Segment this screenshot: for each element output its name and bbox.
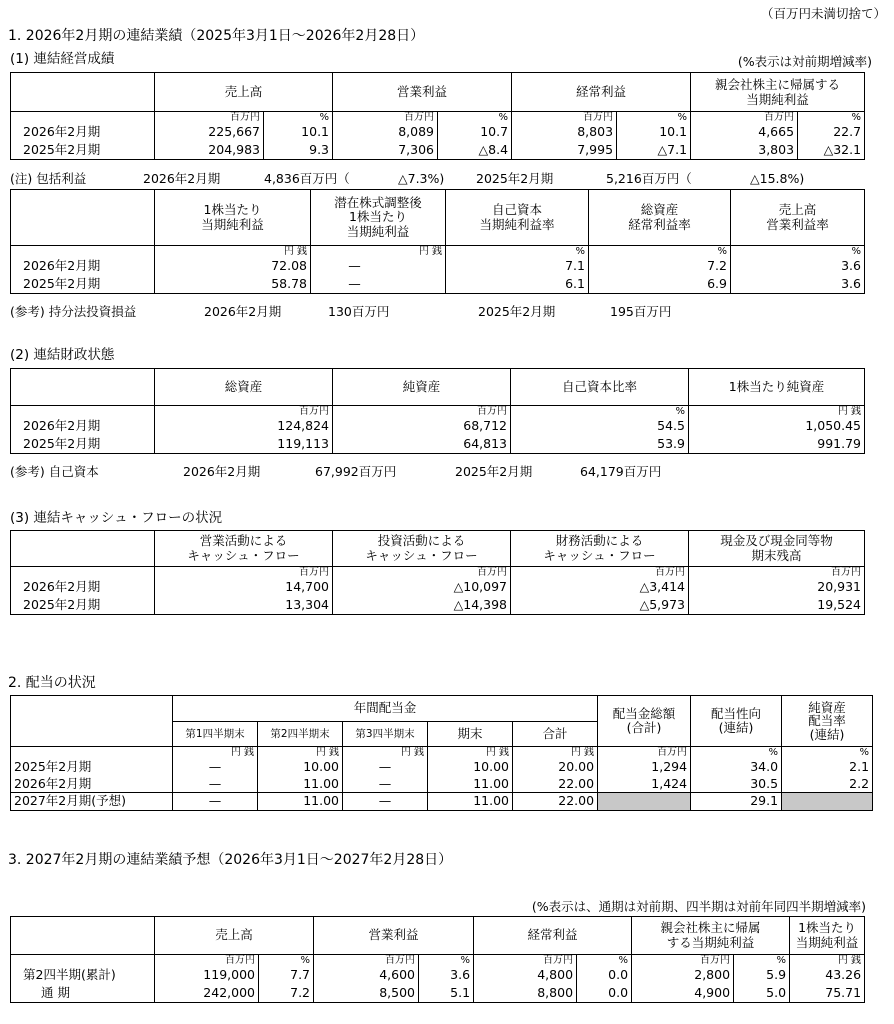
header-eps: 1株当たり 当期純利益 (155, 190, 311, 246)
header-operating-margin: 売上高 営業利益率 (731, 190, 865, 246)
header-net-income: 親会社株主に帰属する 当期純利益 (691, 73, 865, 112)
shaded-cell (782, 793, 873, 811)
equity-ref-period-1: 2026年2月期 (183, 464, 261, 479)
header-net-income: 親会社株主に帰属 する当期純利益 (632, 917, 790, 955)
table-row: 通 期 242,000 7.2 8,500 5.1 8,800 0.0 4,900 5.0 75.71 (11, 985, 865, 1003)
table-row: 2026年2月期 124,824 68,712 54.5 1,050.45 (11, 418, 865, 436)
header-ordinary-income: 経常利益 (512, 73, 691, 112)
comprehensive-income-rate-1: △7.3%) (398, 171, 445, 186)
equity-method-value-1: 130百万円 (328, 304, 390, 319)
table-row: 2027年2月期(予想) — 11.00 — 11.00 22.00 29.1 (11, 793, 873, 811)
equity-method-value-2: 195百万円 (610, 304, 672, 319)
forecast-table: 売上高 営業利益 経常利益 親会社株主に帰属 する当期純利益 1株当たり 当期純利益 百万円 % 百万円 % 百万円 % 百万円 % 円 銭 第2四半期(累計) 119,000 7.7 4,600 3.6 4,800 0.0 2,800 5.9 43.26 通 期 242,000 7.2 8,500 5.1 8,800 0.0 4,900 5.0 75.71 (10, 916, 865, 1003)
per-share-table: 1株当たり 当期純利益 潜在株式調整後 1株当たり 当期純利益 自己資本 当期純利益率 総資産 経常利益率 売上高 営業利益率 円 銭 円 銭 % % % 2026年2月期 72.08 — 7.1 7.2 3.6 2025年2月期 58.78 — 6.1 6.9 3.6 (10, 189, 865, 294)
header-ordinary-income: 経常利益 (474, 917, 632, 955)
equity-ref-period-2: 2025年2月期 (455, 464, 533, 479)
comprehensive-income-value-2: 5,216百万円（ (606, 171, 692, 186)
header-financing-cf: 財務活動による キャッシュ・フロー (511, 531, 689, 567)
table-row: 2026年2月期 — 11.00 — 11.00 22.00 1,424 30.5 2.2 (11, 776, 873, 793)
header-q2: 第2四半期末 (258, 722, 343, 747)
section-1-3-title: (3) 連結キャッシュ・フローの状況 (10, 510, 223, 526)
cash-flow-table: 営業活動による キャッシュ・フロー 投資活動による キャッシュ・フロー 財務活動による キャッシュ・フロー 現金及び現金同等物 期末残高 百万円 百万円 百万円 百万円 2026年2月期 14,700 △10,097 △3,414 20,931 2025年2月期 13,304 △14,398 △5,973 19,524 (10, 530, 865, 615)
header-operating-income: 営業利益 (314, 917, 474, 955)
comprehensive-income-label: (注) 包括利益 (10, 171, 87, 186)
section-1-2-title: (2) 連結財政状態 (10, 347, 115, 363)
header-diluted-eps: 潜在株式調整後 1株当たり 当期純利益 (311, 190, 446, 246)
header-equity-ratio: 自己資本比率 (511, 369, 689, 406)
operating-results-table: 売上高 営業利益 経常利益 親会社株主に帰属する 当期純利益 百万円 % 百万円 % 百万円 % 百万円 % 2026年2月期 225,667 10.1 8,089 10.7 8,803 10.1 4,665 22.7 2025年2月期 204,983 9.3 7,306 △8.4 7,995 △7.1 3,803 △32.1 (10, 72, 865, 160)
table-row: 2025年2月期 13,304 △14,398 △5,973 19,524 (11, 597, 865, 615)
header-eps: 1株当たり 当期純利益 (790, 917, 865, 955)
section-1-title: 1. 2026年2月期の連結業績（2025年3月1日～2026年2月28日） (8, 28, 425, 44)
header-bps: 1株当たり純資産 (689, 369, 865, 406)
equity-ref-value-1: 67,992百万円 (315, 464, 397, 479)
section-2-title: 2. 配当の状況 (8, 675, 96, 691)
equity-ref-value-2: 64,179百万円 (580, 464, 662, 479)
header-payout-ratio: 配当性向 (連結) (691, 696, 782, 747)
table-row: 2025年2月期 — 10.00 — 10.00 20.00 1,294 34.0 2.1 (11, 759, 873, 776)
equity-method-period-2: 2025年2月期 (478, 304, 556, 319)
header-roa: 総資産 経常利益率 (589, 190, 731, 246)
header-q1: 第1四半期末 (173, 722, 258, 747)
section-1-1-title: (1) 連結経営成績 (10, 51, 115, 67)
table-row: 2025年2月期 119,113 64,813 53.9 991.79 (11, 436, 865, 454)
equity-ref-label: (参考) 自己資本 (10, 464, 99, 479)
header-net-assets: 純資産 (333, 369, 511, 406)
financial-position-table: 総資産 純資産 自己資本比率 1株当たり純資産 百万円 百万円 % 円 銭 2026年2月期 124,824 68,712 54.5 1,050.45 2025年2月期 119,113 64,813 53.9 991.79 (10, 368, 865, 454)
header-operating-cf: 営業活動による キャッシュ・フロー (155, 531, 333, 567)
table-row: 2025年2月期 58.78 — 6.1 6.9 3.6 (11, 276, 865, 294)
equity-method-period-1: 2026年2月期 (204, 304, 282, 319)
table-row: 第2四半期(累計) 119,000 7.7 4,600 3.6 4,800 0.0 2,800 5.9 43.26 (11, 967, 865, 985)
comprehensive-income-value-1: 4,836百万円（ (264, 171, 350, 186)
table-row: 2026年2月期 72.08 — 7.1 7.2 3.6 (11, 258, 865, 276)
header-total-assets: 総資産 (155, 369, 333, 406)
header-total: 合計 (513, 722, 598, 747)
table-row: 2025年2月期 204,983 9.3 7,306 △8.4 7,995 △7.1 3,803 △32.1 (11, 142, 865, 160)
header-roe: 自己資本 当期純利益率 (446, 190, 589, 246)
comprehensive-income-period-2: 2025年2月期 (476, 171, 554, 186)
header-sales: 売上高 (155, 73, 333, 112)
header-q3: 第3四半期末 (343, 722, 428, 747)
header-year-end: 期末 (428, 722, 513, 747)
header-total-dividend: 配当金総額 (合計) (598, 696, 691, 747)
unit-note: （百万円未満切捨て） (760, 6, 886, 21)
percent-note: (%表示は対前期増減率) (737, 54, 872, 69)
shaded-cell (598, 793, 691, 811)
table-row: 2026年2月期 14,700 △10,097 △3,414 20,931 (11, 579, 865, 597)
header-operating-income: 営業利益 (333, 73, 512, 112)
equity-method-label: (参考) 持分法投資損益 (10, 304, 137, 319)
forecast-percent-note: (%表示は、通期は対前期、四半期は対前年同四半期増減率) (531, 899, 866, 914)
dividends-table: 年間配当金 配当金総額 (合計) 配当性向 (連結) 純資産 配当率 (連結) 第1四半期末 第2四半期末 第3四半期末 期末 合計 円 銭 円 銭 円 銭 円 銭 円 銭 百万円 % % 2025年2月期 — 10.00 — 10.00 20.00 1,294 34.0 2.1 2026年2月期 — 11.00 — 11.00 22.00 1,424 30.5 2.2 2027年2月期(予想) — 11.00 — 11.00 22.00 29.1 (10, 695, 873, 811)
header-cash-balance: 現金及び現金同等物 期末残高 (689, 531, 865, 567)
comprehensive-income-period-1: 2026年2月期 (143, 171, 221, 186)
section-3-title: 3. 2027年2月期の連結業績予想（2026年3月1日～2027年2月28日） (8, 852, 453, 868)
header-annual-dividend: 年間配当金 (173, 696, 598, 722)
table-row: 2026年2月期 225,667 10.1 8,089 10.7 8,803 10.1 4,665 22.7 (11, 124, 865, 142)
header-doe: 純資産 配当率 (連結) (782, 696, 873, 747)
header-sales: 売上高 (155, 917, 314, 955)
comprehensive-income-rate-2: △15.8%) (750, 171, 805, 186)
header-investing-cf: 投資活動による キャッシュ・フロー (333, 531, 511, 567)
corner-cell (11, 73, 155, 112)
